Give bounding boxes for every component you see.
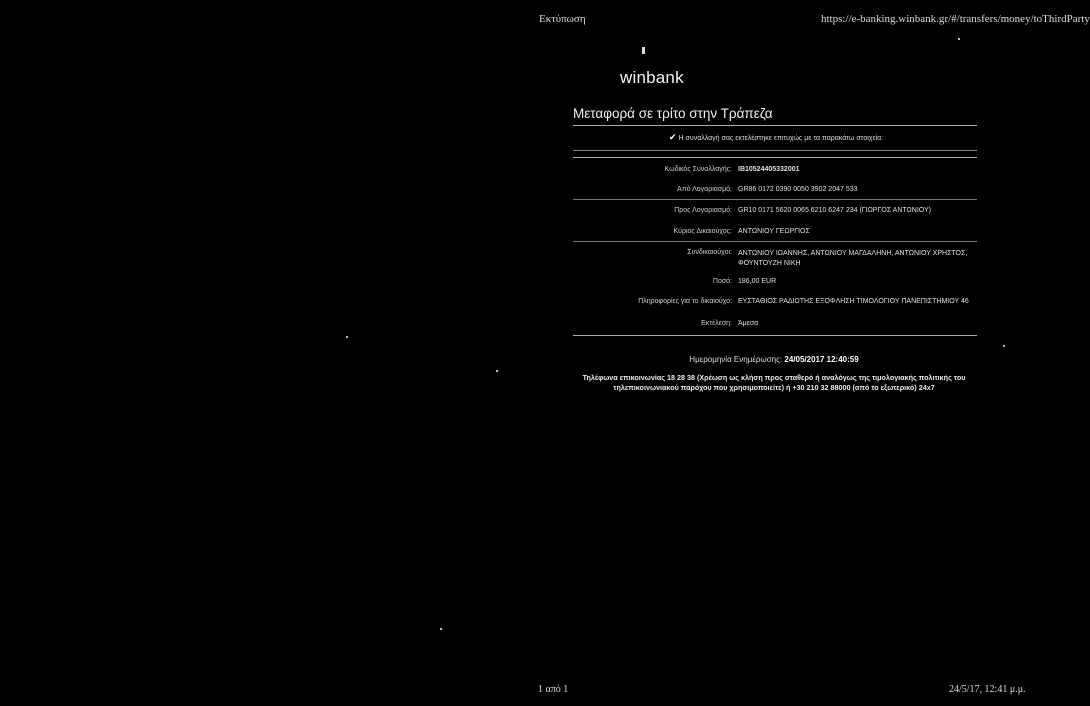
from-account-value: GR86 0172 0390 0050 3902 2047 533 [738, 186, 858, 193]
transaction-code-label: Κωδικός Συναλλαγής: [664, 166, 732, 173]
print-header-url: https://e-banking.winbank.gr/#/transfers/money/toThirdParty [821, 13, 1090, 25]
success-message [669, 132, 883, 143]
scan-speck [440, 628, 442, 630]
execution-value: Άμεσα [738, 320, 759, 327]
row-divider [573, 241, 977, 242]
last-updated-value: 24/05/2017 12:40:59 [784, 355, 859, 364]
to-account-label: Προς Λογαριασμό: [674, 207, 732, 214]
from-account-label: Από Λογαριασμό: [677, 186, 732, 193]
main-beneficiary-value: ΑΝΤΩΝΙΟΥ ΓΕΩΡΓΙΟΣ [738, 228, 810, 235]
transaction-code-value: IB10524405332001 [738, 166, 800, 173]
success-message-text: Η συναλλαγή σας εκτελέστηκε επιτυχώς με τα παρακάτω στοιχεία: [678, 135, 884, 142]
contact-info: Τηλέφωνα επικοινωνίας 18 28 38 (Χρέωση ως κλήση προς σταθερό ή αναλόγως της τιμολογιακής πολιτικής του τηλεπικοινωνιακού παρόχου που χρησιμοποιείτε) ή +30 210 32 88000 (από το εξωτερικό) 24x7 [582, 373, 966, 392]
row-divider [573, 199, 977, 200]
execution-label: Εκτέλεση: [701, 320, 732, 327]
beneficiary-info-label: Πληροφορίες για το δικαιούχο: [638, 298, 732, 305]
last-updated [574, 355, 974, 364]
amount-label: Ποσό: [712, 278, 732, 285]
beneficiaries-value: ΑΝΤΩΝΙΟΥ ΙΩΑΝΝΗΣ, ΑΝΤΩΝΙΟΥ ΜΑΓΔΑΛΗΝΗ, ΑΝΤΩΝΙΟΥ ΧΡΗΣΤΟΣ, ΦΟΥΝΤΟΥΖΗ ΝΙΚΗ [738, 250, 968, 267]
check-icon: ✔ [669, 132, 677, 142]
beneficiaries-label: Συνδικαιούχοι: [687, 249, 732, 256]
message-divider [573, 150, 977, 151]
details-bottom-divider [573, 335, 977, 336]
main-beneficiary-label: Κύριος Δικαιούχος: [673, 228, 732, 235]
scan-speck [958, 38, 960, 40]
scan-speck [346, 336, 348, 338]
last-updated-label: Ημερομηνία Ενημέρωσης: [689, 355, 783, 364]
winbank-logo: winbank [620, 68, 684, 87]
amount-value: 186,00 EUR [738, 278, 777, 285]
to-account-value: GR10 0171 5620 0065 6210 6247 234 (ΓΙΩΡΓΟΣ ΑΝΤΩΝΙΟΥ) [738, 207, 931, 214]
print-header-title: Εκτύπωση [539, 13, 586, 25]
print-date: 24/5/17, 12:41 μ.μ. [949, 684, 1026, 695]
beneficiary-info-value: ΕΥΣΤΑΘΙΟΣ ΡΑΔΙΩΤΗΣ ΕΞΟΦΛΗΣΗ ΤΙΜΟΛΟΓΙΟΥ ΠΑΝΕΠΙΣΤΗΜΙΟΥ 46 [738, 298, 969, 305]
details-top-divider [573, 157, 977, 158]
scan-speck [496, 370, 498, 372]
print-page-count: 1 από 1 [538, 684, 569, 695]
print-marker [642, 47, 645, 54]
page-title: Μεταφορά σε τρίτο στην Τράπεζα [573, 106, 773, 121]
scan-speck [1003, 345, 1005, 347]
title-divider [573, 125, 977, 126]
